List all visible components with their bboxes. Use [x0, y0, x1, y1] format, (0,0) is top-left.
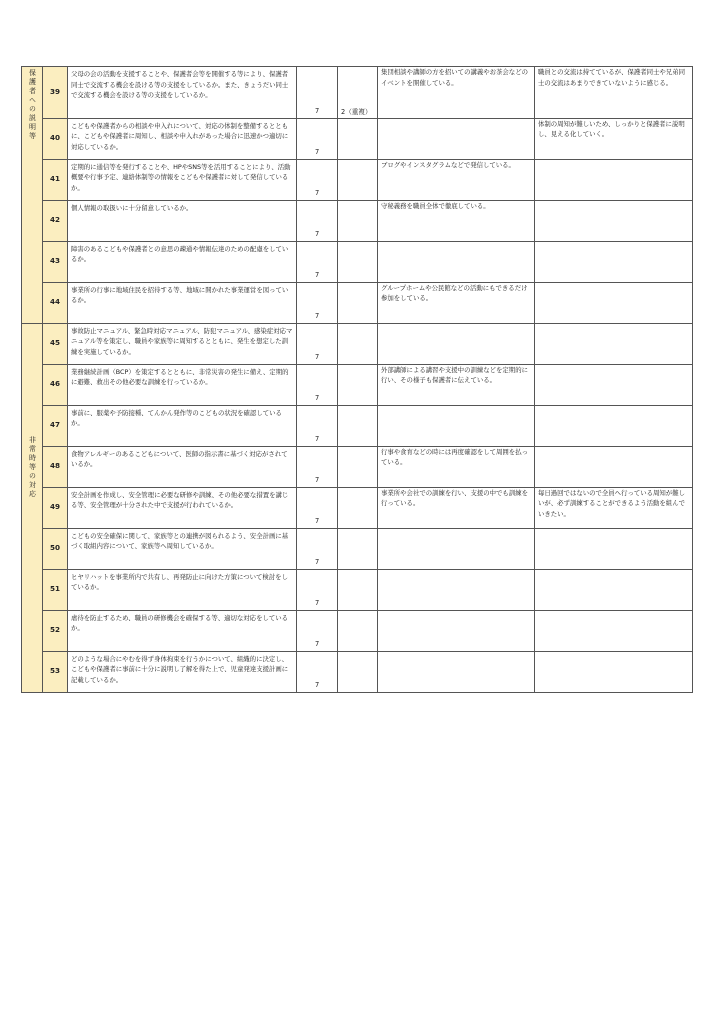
table-row	[22, 323, 693, 364]
no-count	[338, 528, 378, 569]
improvement-comment: 職員との交流は持てているが、保護者同士や兄弟同士の交流はあまりできていないように感じる。	[535, 67, 693, 119]
table-row	[22, 67, 693, 119]
staff-comment	[378, 569, 535, 610]
item-number: 50	[43, 528, 68, 569]
item-text: どのような場合にやむを得ず身体拘束を行うかについて、組織的に決定し、こどもや保護者に事前に十分に説明し了解を得た上で、児童発達支援計画に記載しているか。	[68, 651, 297, 692]
item-number: 53	[43, 651, 68, 692]
table-row	[22, 569, 693, 610]
item-text: 定期的に通信等を発行することや、HPやSNS等を活用することにより、活動概要や行事予定、連絡体制等の情報をこどもや保護者に対して発信しているか。	[68, 159, 297, 200]
improvement-comment	[535, 200, 693, 241]
evaluation-sheet	[21, 66, 693, 693]
improvement-comment	[535, 364, 693, 405]
yes-count: 7	[297, 282, 338, 323]
staff-comment	[378, 405, 535, 446]
item-number: 47	[43, 405, 68, 446]
staff-comment: 行事や食育などの時には再度確認をして周囲を払っている。	[378, 446, 535, 487]
yes-count: 7	[297, 569, 338, 610]
no-count	[338, 364, 378, 405]
yes-count: 7	[297, 446, 338, 487]
staff-comment: 外部講師による講習や支援中の訓練などを定期的に行い、その様子も保護者に伝えている。	[378, 364, 535, 405]
no-count	[338, 446, 378, 487]
staff-comment	[378, 610, 535, 651]
item-text: 業務継続計画（BCP）を策定するとともに、非常災害の発生に備え、定期的に避難、救出その他必要な訓練を行っているか。	[68, 364, 297, 405]
no-count: 2（重複）	[338, 67, 378, 119]
no-count	[338, 487, 378, 528]
yes-count: 7	[297, 323, 338, 364]
yes-count: 7	[297, 118, 338, 159]
item-text: 事故防止マニュアル、緊急時対応マニュアル、防犯マニュアル、感染症対応マニュアル等を策定し、職員や家族等に周知するとともに、発生を想定した訓練を実施しているか。	[68, 323, 297, 364]
improvement-comment: 毎日過回ではないので全員へ行っている周知が難しいが、必ず訓練することができるよう活動を組んでいきたい。	[535, 487, 693, 528]
item-text: 安全計画を作成し、安全管理に必要な研修や訓練、その他必要な措置を講じる等、安全管理が十分された中で支援が行われているか。	[68, 487, 297, 528]
improvement-comment	[535, 610, 693, 651]
improvement-comment: 体制の周知が難しいため、しっかりと保護者に説明し、見える化していく。	[535, 118, 693, 159]
table-row	[22, 610, 693, 651]
yes-count: 7	[297, 487, 338, 528]
section-label-guardian: 保護者への説明等	[22, 67, 43, 324]
staff-comment: 集団相談や講師の方を招いての講義やお茶会などのイベントを開催している。	[378, 67, 535, 119]
item-number: 42	[43, 200, 68, 241]
item-text: 個人情報の取扱いに十分留意しているか。	[68, 200, 297, 241]
improvement-comment	[535, 569, 693, 610]
item-text: ヒヤリハットを事業所内で共有し、再発防止に向けた方策について検討をしているか。	[68, 569, 297, 610]
staff-comment	[378, 323, 535, 364]
item-text: 障害のあるこどもや保護者との意思の疎通や情報伝達のための配慮をしているか。	[68, 241, 297, 282]
improvement-comment	[535, 528, 693, 569]
evaluation-table	[21, 66, 693, 693]
improvement-comment	[535, 282, 693, 323]
table-row	[22, 241, 693, 282]
staff-comment: グループホームや公民館などの活動にもできるだけ参加をしている。	[378, 282, 535, 323]
no-count	[338, 323, 378, 364]
yes-count: 7	[297, 159, 338, 200]
table-row	[22, 364, 693, 405]
item-text: こどもや保護者からの相談や申入れについて、対応の体制を整備するとともに、こどもや保護者に周知し、相談や申入れがあった場合に迅速かつ適切に対応しているか。	[68, 118, 297, 159]
item-number: 41	[43, 159, 68, 200]
table-row	[22, 651, 693, 692]
item-number: 44	[43, 282, 68, 323]
item-number: 39	[43, 67, 68, 119]
staff-comment: 守秘義務を職員全体で徹底している。	[378, 200, 535, 241]
no-count	[338, 651, 378, 692]
table-row	[22, 282, 693, 323]
table-row	[22, 528, 693, 569]
table-row	[22, 159, 693, 200]
staff-comment: ブログやインスタグラムなどで発信している。	[378, 159, 535, 200]
improvement-comment	[535, 405, 693, 446]
item-number: 43	[43, 241, 68, 282]
item-text: 事業所の行事に地域住民を招待する等、地域に開かれた事業運営を図っているか。	[68, 282, 297, 323]
yes-count: 7	[297, 200, 338, 241]
no-count	[338, 159, 378, 200]
table-row	[22, 118, 693, 159]
item-number: 40	[43, 118, 68, 159]
yes-count: 7	[297, 610, 338, 651]
yes-count: 7	[297, 528, 338, 569]
item-text: 事前に、服薬や予防接種、てんかん発作等のこどもの状況を確認しているか。	[68, 405, 297, 446]
yes-count: 7	[297, 364, 338, 405]
yes-count: 7	[297, 651, 338, 692]
section-label-emergency: 非常時等の対応	[22, 323, 43, 692]
table-row	[22, 487, 693, 528]
no-count	[338, 241, 378, 282]
improvement-comment	[535, 651, 693, 692]
item-number: 52	[43, 610, 68, 651]
item-number: 45	[43, 323, 68, 364]
staff-comment	[378, 118, 535, 159]
item-number: 46	[43, 364, 68, 405]
improvement-comment	[535, 241, 693, 282]
no-count	[338, 118, 378, 159]
no-count	[338, 569, 378, 610]
no-count	[338, 405, 378, 446]
table-row	[22, 405, 693, 446]
item-number: 51	[43, 569, 68, 610]
item-number: 49	[43, 487, 68, 528]
item-text: 虐待を防止するため、職員の研修機会を確保する等、適切な対応をしているか。	[68, 610, 297, 651]
improvement-comment	[535, 446, 693, 487]
item-text: こどもの安全確保に関して、家族等との連携が図られるよう、安全計画に基づく取組内容について、家族等へ周知しているか。	[68, 528, 297, 569]
improvement-comment	[535, 159, 693, 200]
table-row	[22, 446, 693, 487]
improvement-comment	[535, 323, 693, 364]
staff-comment	[378, 528, 535, 569]
table-row	[22, 200, 693, 241]
item-text: 食物アレルギーのあるこどもについて、医師の指示書に基づく対応がされているか。	[68, 446, 297, 487]
yes-count: 7	[297, 241, 338, 282]
staff-comment	[378, 651, 535, 692]
no-count	[338, 282, 378, 323]
yes-count: 7	[297, 405, 338, 446]
yes-count: 7	[297, 67, 338, 119]
no-count	[338, 610, 378, 651]
staff-comment: 事業所や会社での訓練を行い、支援の中でも訓練を行っている。	[378, 487, 535, 528]
no-count	[338, 200, 378, 241]
item-text: 父母の会の活動を支援することや、保護者会等を開催する等により、保護者同士で交流する機会を設ける等の支援をしているか。また、きょうだい同士で交流する機会を設ける等の支援をしているか。	[68, 67, 297, 119]
item-number: 48	[43, 446, 68, 487]
staff-comment	[378, 241, 535, 282]
